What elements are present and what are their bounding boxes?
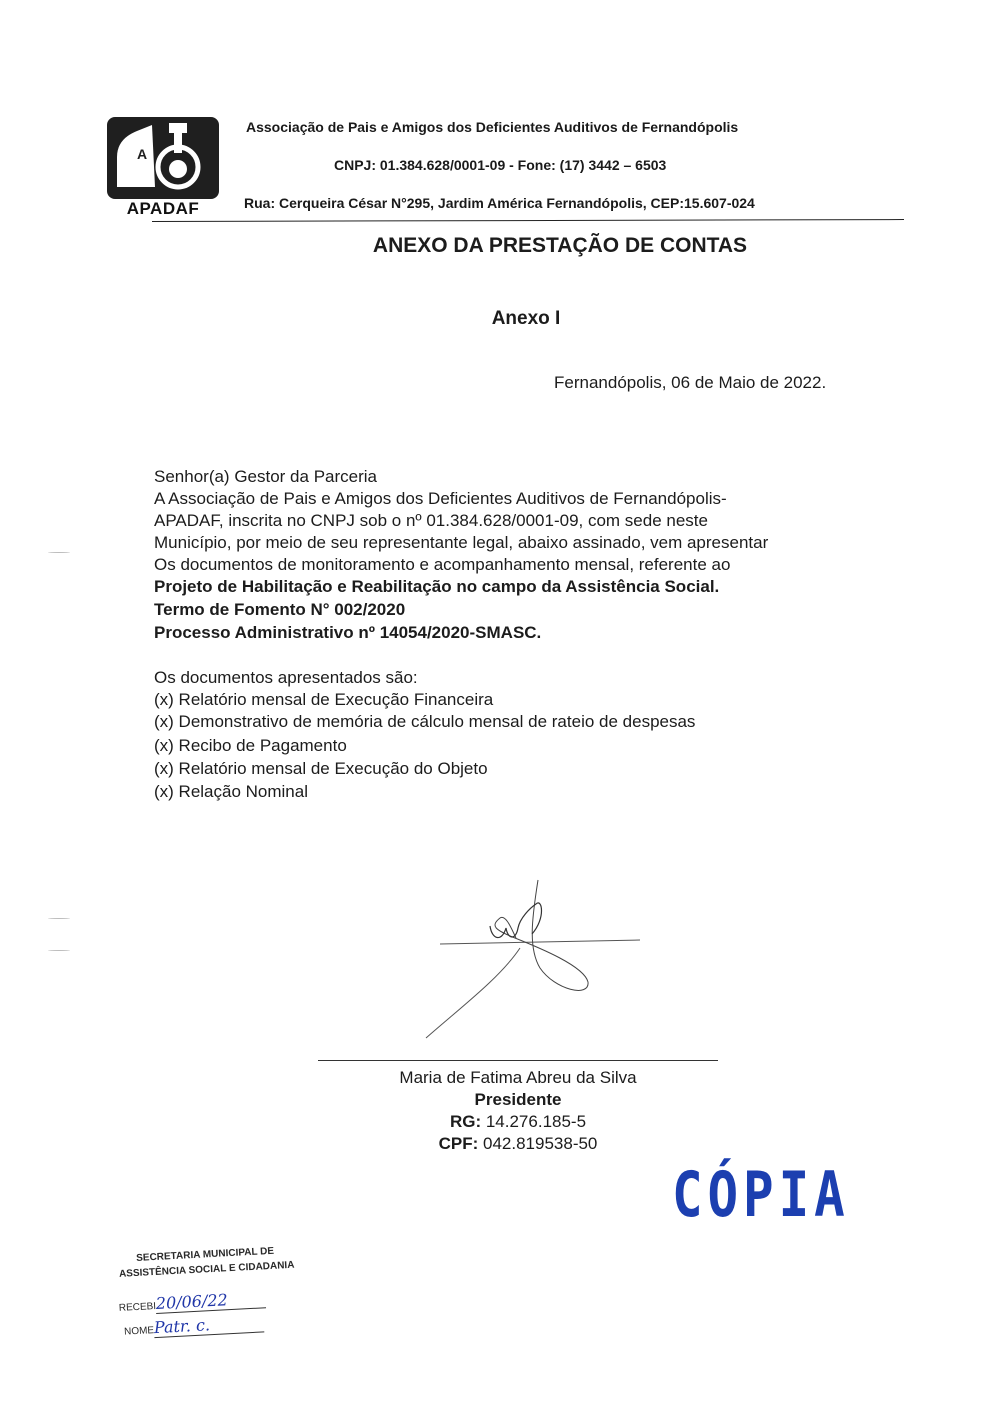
document-item: (x) Demonstrativo de memória de cálculo mensal de rateio de despesas xyxy=(154,712,696,731)
document-item: (x) Recibo de Pagamento xyxy=(154,736,347,755)
apadaf-logo xyxy=(107,117,219,217)
project-name: Projeto de Habilitação e Reabilitação no campo da Assistência Social. xyxy=(154,577,720,596)
cpf-value: 042.819538-50 xyxy=(483,1134,598,1153)
body-line: Os documentos de monitoramento e acompanhamento mensal, referente ao xyxy=(154,555,731,574)
document-date: Fernandópolis, 06 de Maio de 2022. xyxy=(554,373,827,392)
name-label: NOME xyxy=(123,1325,155,1338)
address: Rua: Cerqueira César N°295, Jardim América Fernandópolis, CEP:15.607-024 xyxy=(244,195,755,211)
salutation: Senhor(a) Gestor da Parceria xyxy=(154,467,377,486)
signatory-rg xyxy=(318,1112,718,1132)
receipt-stamp xyxy=(116,1244,320,1344)
body-line: Município, por meio de seu representante legal, abaixo assinado, vem apresentar xyxy=(154,533,769,552)
punch-hole-mark xyxy=(48,552,70,553)
header-rule xyxy=(152,219,904,222)
punch-hole-mark xyxy=(48,950,70,951)
cpf-label: CPF: xyxy=(438,1134,479,1153)
organization-name: Associação de Pais e Amigos dos Deficientes Auditivos de Fernandópolis xyxy=(246,119,739,135)
document-item: (x) Relatório mensal de Execução Financeira xyxy=(154,690,494,709)
signatory-role: Presidente xyxy=(474,1090,562,1109)
process-number: Processo Administrativo nº 14054/2020-SMASC. xyxy=(154,623,542,642)
document-subtitle: Anexo I xyxy=(491,308,561,329)
received-date: 20/06/22 xyxy=(155,1290,229,1313)
handwritten-signature xyxy=(420,878,650,1043)
rg-value: 14.276.185-5 xyxy=(485,1112,587,1131)
logo-emblem xyxy=(107,117,219,199)
signatory-name: Maria de Fatima Abreu da Silva xyxy=(399,1068,637,1087)
document-title: ANEXO DA PRESTAÇÃO DE CONTAS xyxy=(372,234,748,257)
signature-line xyxy=(318,1060,718,1061)
term-number: Termo de Fomento N° 002/2020 xyxy=(154,600,406,619)
document-item: (x) Relação Nominal xyxy=(154,782,308,801)
svg-text:A: A xyxy=(137,146,148,162)
document-item: (x) Relatório mensal de Execução do Objeto xyxy=(154,759,488,778)
punch-hole-mark xyxy=(48,918,70,919)
stamp-line-1: SECRETARIA MUNICIPAL DE xyxy=(135,1245,275,1264)
copy-stamp: CÓPIA xyxy=(672,1158,850,1231)
cnpj-phone: CNPJ: 01.384.628/0001-09 - Fone: (17) 3442 – 6503 xyxy=(334,157,667,173)
body-line: APADAF, inscrita no CNPJ sob o nº 01.384.628/0001-09, com sede neste xyxy=(154,511,708,530)
received-name: Patr. c. xyxy=(153,1315,211,1338)
stamp-line-2: ASSISTÊNCIA SOCIAL E CIDADANIA xyxy=(118,1259,295,1280)
stamp-received xyxy=(118,1288,266,1316)
documents-intro: Os documentos apresentados são: xyxy=(154,668,418,687)
rg-label: RG: xyxy=(449,1112,482,1131)
body-line: A Associação de Pais e Amigos dos Deficientes Auditivos de Fernandópolis- xyxy=(154,489,727,508)
ear-emblem-icon xyxy=(107,117,219,199)
stamp-name xyxy=(123,1312,264,1339)
received-label: RECEBI xyxy=(118,1300,157,1314)
logo-name: APADAF xyxy=(126,199,200,218)
signatory-cpf xyxy=(318,1134,718,1154)
